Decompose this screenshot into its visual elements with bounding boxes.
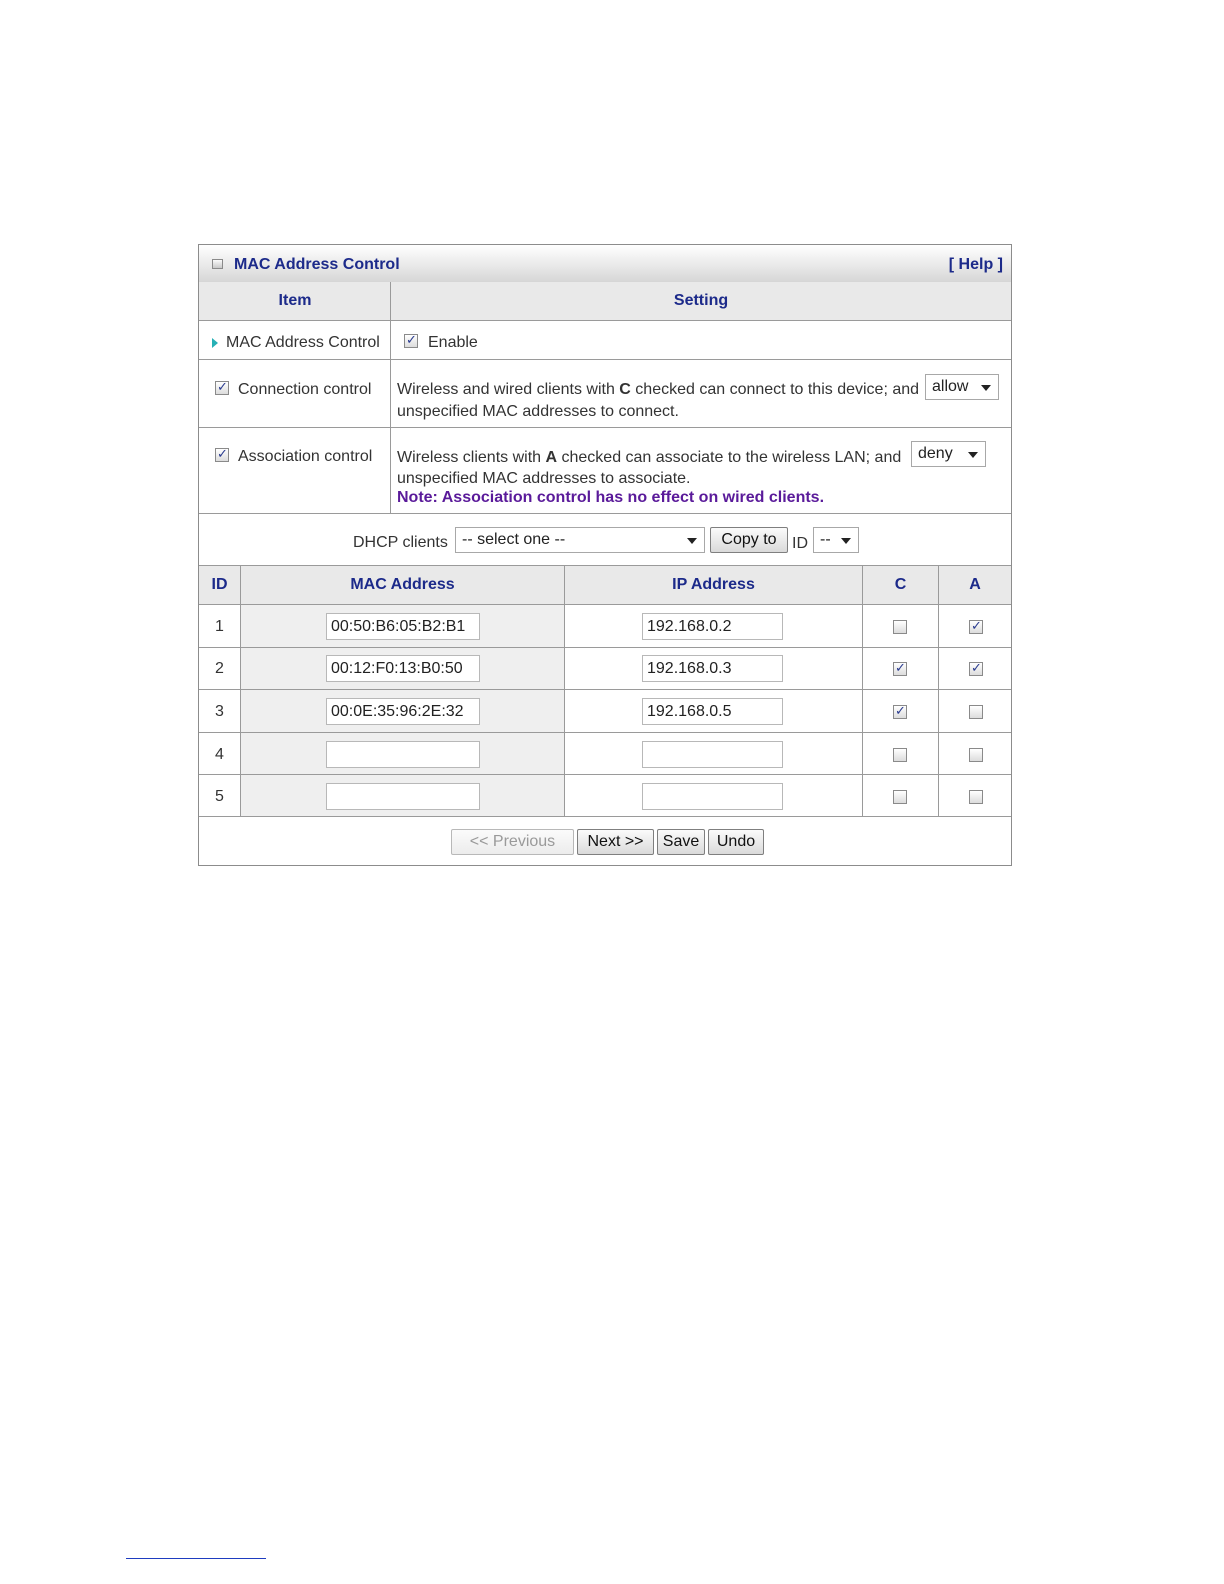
association-note: Note: Association control has no effect on wired clients. [397,489,825,506]
panel-square-icon [212,259,223,269]
association-text-after: checked can associate to the wireless LAN; and [557,449,902,466]
table-header-mac: MAC Address [241,566,564,605]
table-header-a: A [939,566,1011,605]
connection-text-line2: unspecified MAC addresses to connect. [397,403,679,420]
table-row [199,775,1011,817]
table-divider [938,566,939,816]
ip-address-input[interactable]: 192.168.0.5 [642,698,783,725]
table-row [199,605,1011,648]
help-link[interactable]: [ Help ] [948,256,1003,273]
mac-control-label: MAC Address Control [226,334,380,351]
ip-address-input[interactable] [642,741,783,768]
associate-checkbox[interactable] [969,662,983,676]
table-row [199,690,1011,733]
mac-address-input[interactable] [326,783,480,810]
ip-address-input[interactable]: 192.168.0.2 [642,613,783,640]
associate-checkbox[interactable] [969,705,983,719]
association-text-before: Wireless clients with [397,449,546,466]
table-header-ip: IP Address [565,566,862,605]
connection-control-label: Connection control [238,381,372,398]
table-header-id: ID [199,566,240,605]
table-row [199,647,1011,690]
next-button[interactable]: Next >> [577,829,654,855]
connect-checkbox[interactable] [893,790,907,804]
chevron-down-icon [687,538,697,544]
row-id: 3 [215,703,224,720]
mac-address-input[interactable]: 00:0E:35:96:2E:32 [326,698,480,725]
previous-button[interactable]: << Previous [451,829,574,855]
table-divider [240,566,241,816]
association-text-line2: unspecified MAC addresses to associate. [397,470,691,487]
mac-address-control-panel [198,244,1012,866]
dhcp-clients-label: DHCP clients [353,534,448,551]
associate-checkbox[interactable] [969,748,983,762]
copy-id-select[interactable] [813,527,859,553]
row-id: 1 [215,618,224,635]
ip-address-input[interactable] [642,783,783,810]
triangle-right-icon [212,338,218,348]
header-item: Item [199,282,391,321]
mac-address-input[interactable] [326,741,480,768]
mac-control-enable-checkbox[interactable] [404,334,418,348]
association-control-checkbox[interactable] [215,448,229,462]
table-divider [564,566,565,816]
connection-text-before: Wireless and wired clients with [397,381,620,398]
connection-policy-value: allow [932,378,969,395]
association-letter: A [545,449,558,466]
panel-title: MAC Address Control [234,256,400,273]
connection-letter: C [619,381,631,398]
association-policy-select[interactable] [911,441,986,467]
id-label: ID [792,535,808,552]
row-id: 5 [215,788,224,805]
panel-titlebar [199,245,1011,283]
chevron-down-icon [841,538,851,544]
connection-text-line1 [397,381,919,399]
associate-checkbox[interactable] [969,790,983,804]
table-divider [862,566,863,816]
association-policy-value: deny [918,445,953,462]
mac-address-input[interactable]: 00:12:F0:13:B0:50 [326,655,480,682]
connect-checkbox[interactable] [893,620,907,634]
associate-checkbox[interactable] [969,620,983,634]
association-control-label: Association control [238,448,373,465]
connect-checkbox[interactable] [893,662,907,676]
save-button[interactable]: Save [657,829,705,855]
connection-text-after: checked can connect to this device; and [630,381,920,398]
chevron-down-icon [981,385,991,391]
association-text-line1 [397,449,901,467]
table-header-c: C [863,566,938,605]
table-row [199,733,1011,775]
dhcp-clients-select[interactable] [455,527,705,553]
connect-checkbox[interactable] [893,705,907,719]
row-id: 4 [215,746,224,763]
mac-address-input[interactable]: 00:50:B6:05:B2:B1 [326,613,480,640]
undo-button[interactable]: Undo [708,829,764,855]
connect-checkbox[interactable] [893,748,907,762]
connection-policy-select[interactable] [925,374,999,400]
copy-to-button[interactable]: Copy to [710,527,788,553]
chevron-down-icon [968,452,978,458]
dhcp-clients-value: -- select one -- [462,531,566,548]
footnote-divider [126,1558,266,1559]
row-id: 2 [215,660,224,677]
ip-address-input[interactable]: 192.168.0.3 [642,655,783,682]
copy-id-value: -- [820,531,831,548]
enable-label: Enable [428,334,478,351]
header-setting: Setting [391,282,1011,321]
connection-control-checkbox[interactable] [215,381,229,395]
